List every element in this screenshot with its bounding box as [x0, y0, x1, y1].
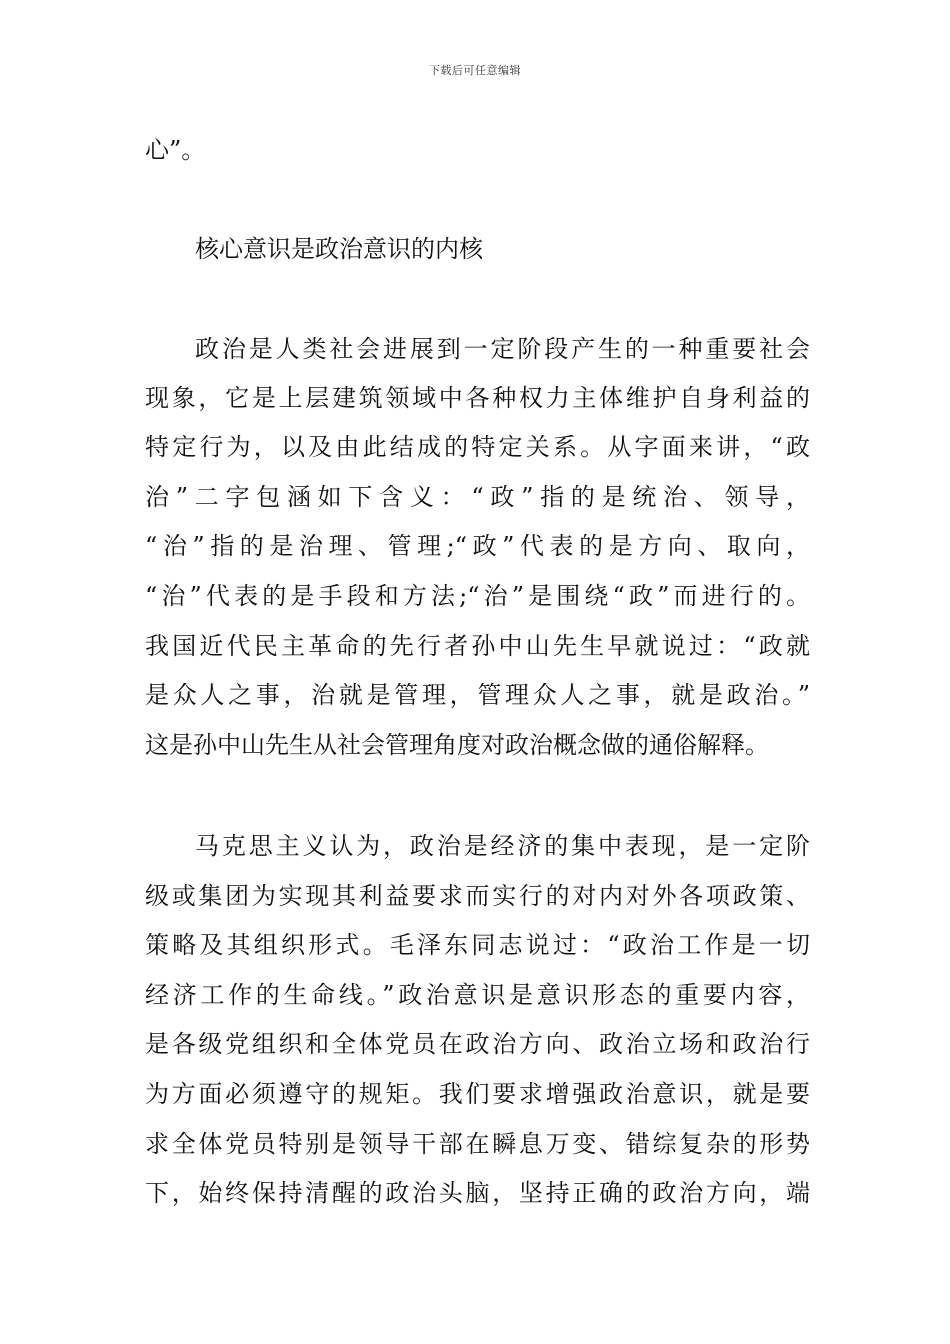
text-line: “治”代表的是手段和方法;“治”是围绕“政”而进行的。	[145, 582, 810, 610]
text-line: 特定行为，以及由此结成的特定关系。从字面来讲，“政	[145, 433, 810, 461]
section-heading: 核心意识是政治意识的内核	[195, 235, 483, 263]
text-line: 为方面必须遵守的规矩。我们要求增强政治意识，就是要	[145, 1080, 810, 1108]
text-line: 政治是人类社会进展到一定阶段产生的一种重要社会	[195, 335, 810, 363]
text-line: 级或集团为实现其利益要求而实行的对内对外各项政策、	[145, 882, 810, 910]
text-line: 马克思主义认为，政治是经济的集中表现，是一定阶	[195, 832, 810, 860]
text-line: 心”。	[145, 136, 206, 164]
text-line: 策略及其组织形式。毛泽东同志说过：“政治工作是一切	[145, 931, 810, 959]
text-line: 这是孙中山先生从社会管理角度对政治概念做的通俗解释。	[145, 731, 769, 759]
text-line: “治”指的是治理、管理;“政”代表的是方向、取向，	[145, 532, 810, 560]
text-line: 经济工作的生命线。”政治意识是意识形态的重要内容，	[145, 981, 810, 1009]
text-line: 现象，它是上层建筑领域中各种权力主体维护自身利益的	[145, 384, 810, 412]
text-line: 是众人之事，治就是管理，管理众人之事，就是政治。”	[145, 681, 810, 709]
text-line: 求全体党员特别是领导干部在瞬息万变、错综复杂的形势	[145, 1130, 810, 1158]
text-line: 下，始终保持清醒的政治头脑，坚持正确的政治方向，端	[145, 1179, 810, 1207]
text-line: 我国近代民主革命的先行者孙中山先生早就说过：“政就	[145, 632, 810, 660]
text-line: 是各级党组织和全体党员在政治方向、政治立场和政治行	[145, 1030, 810, 1058]
text-line: 治”二字包涵如下含义：“政”指的是统治、领导，	[145, 483, 810, 511]
page-header: 下载后可任意编辑	[429, 64, 521, 77]
